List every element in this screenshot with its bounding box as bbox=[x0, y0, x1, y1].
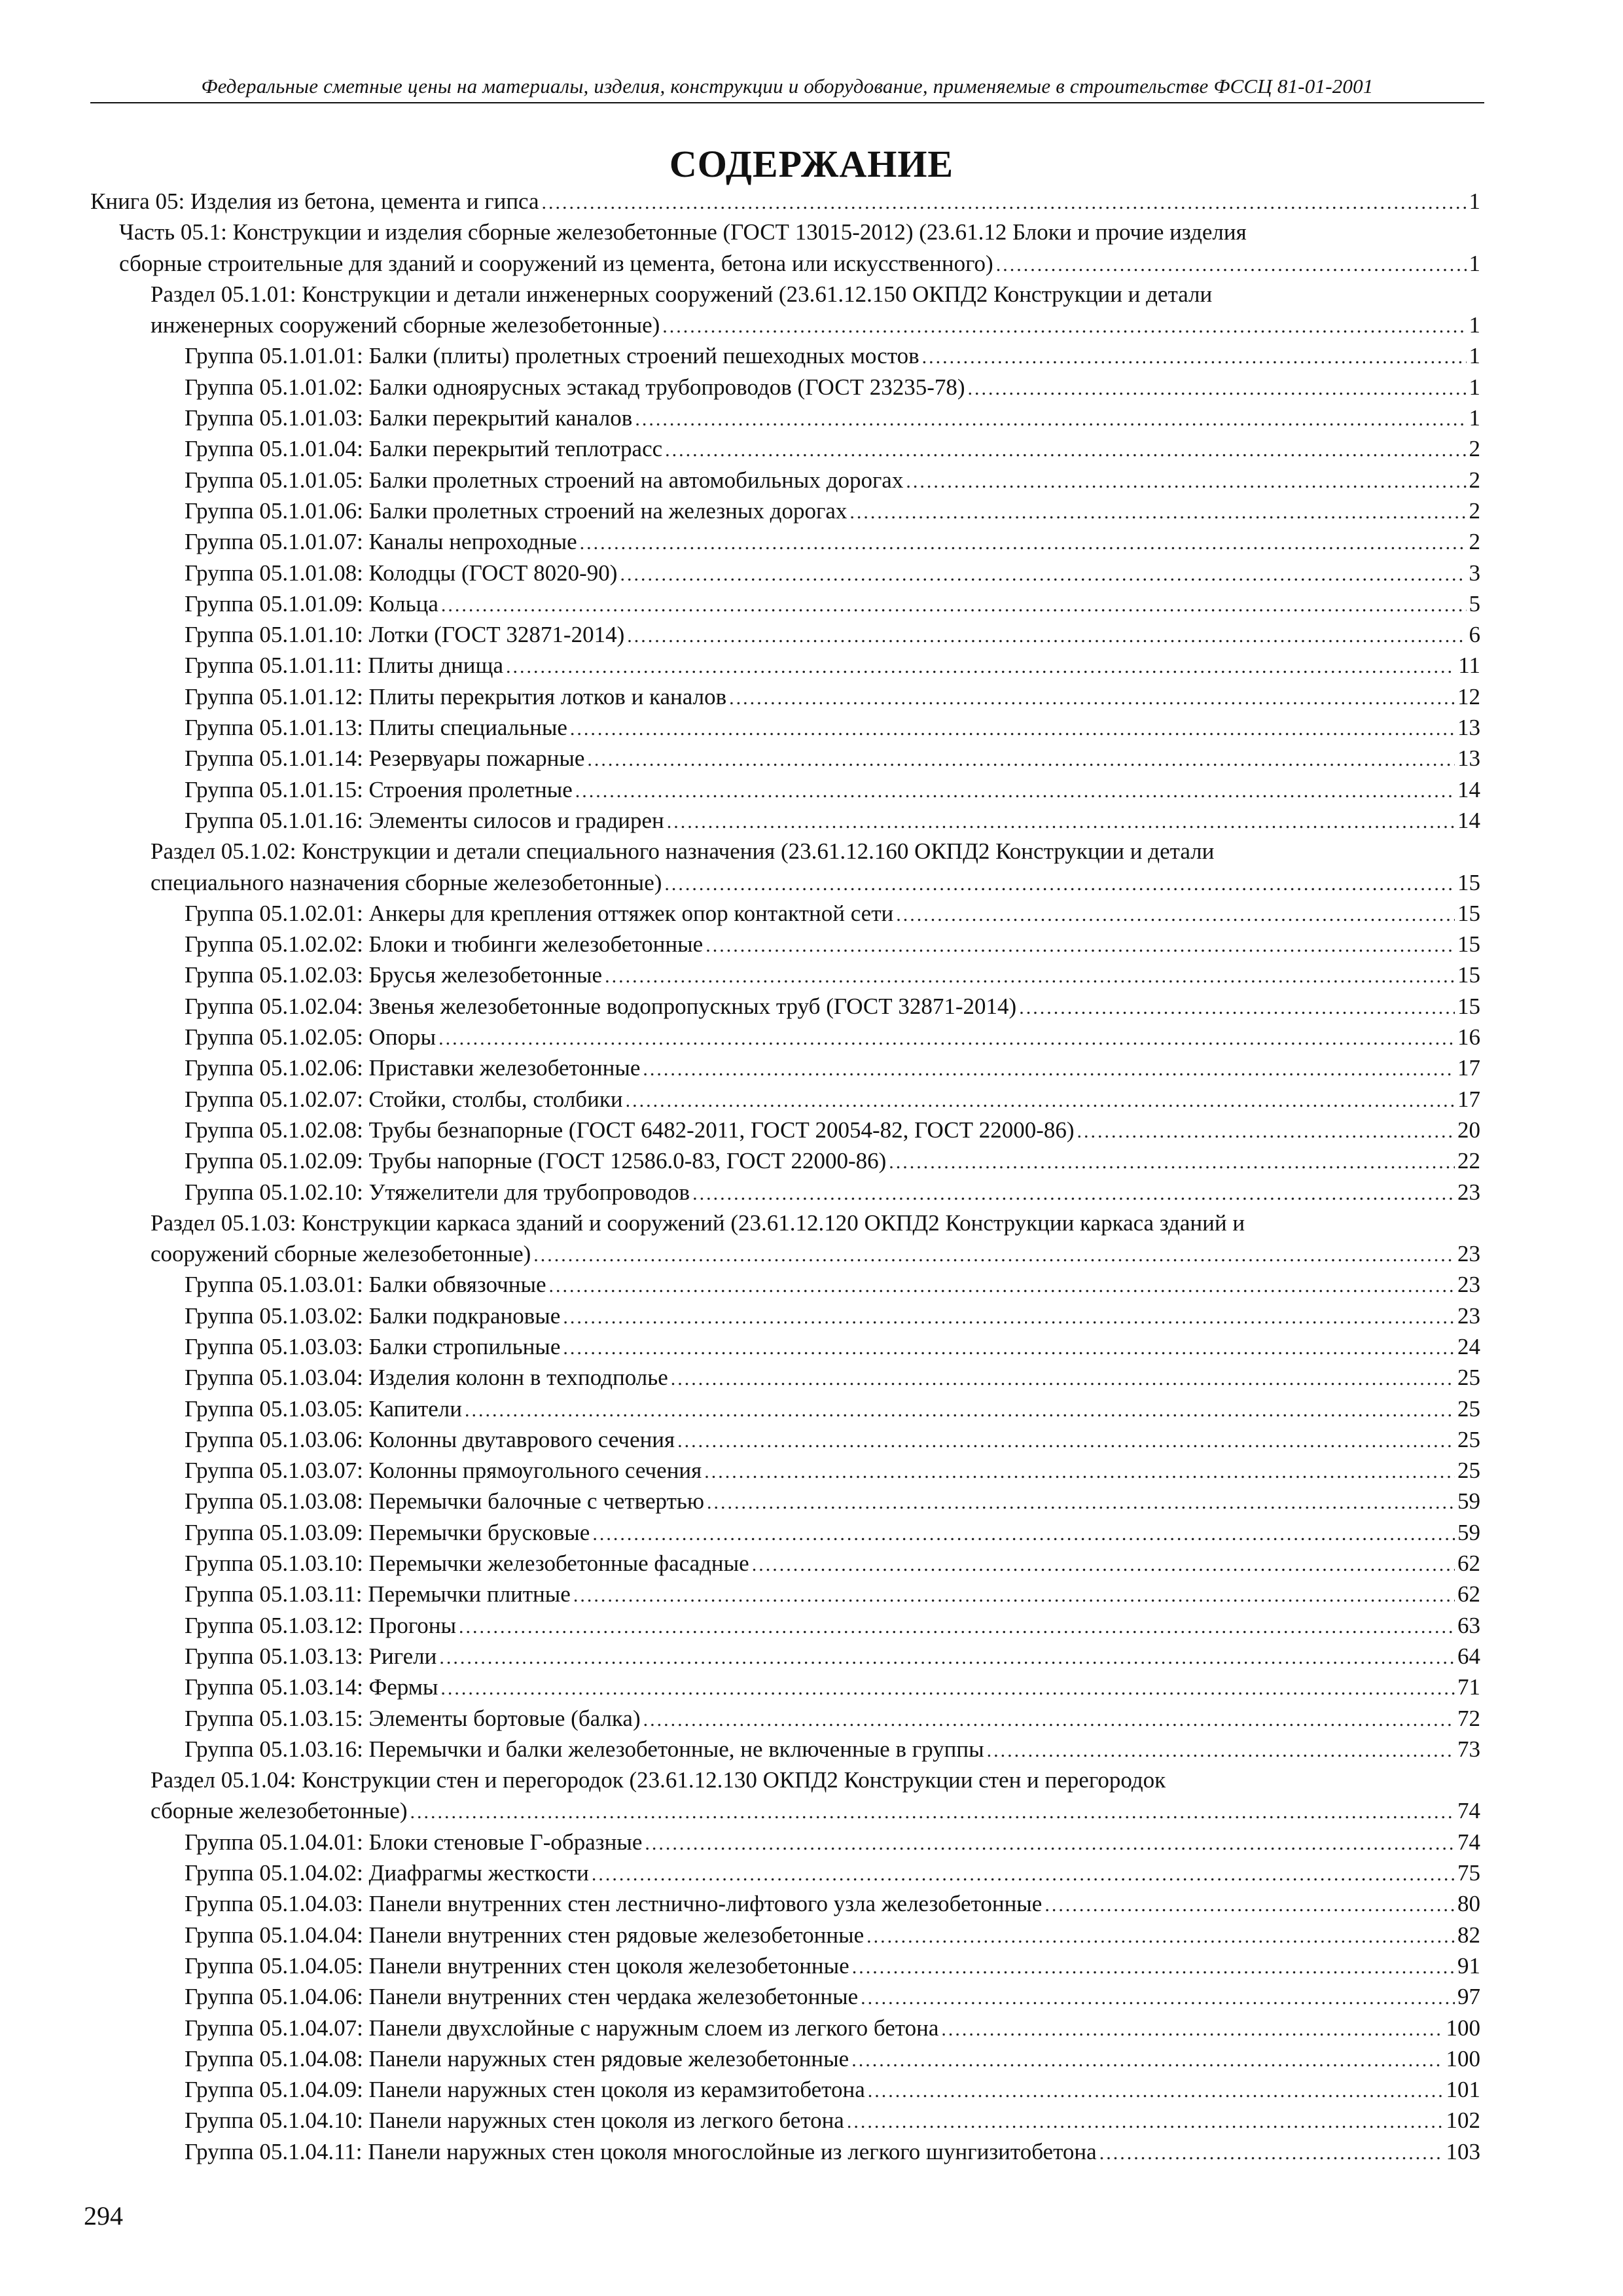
toc-entry bbox=[0, 1857, 1480, 1888]
toc-entry-title: Группа 05.1.01.04: Балки перекрытий теплотрасс bbox=[185, 436, 663, 462]
toc-entry-title: сборные строительные для зданий и сооружений из цемента, бетона или искусственного) bbox=[119, 250, 993, 276]
toc-entry-title: Группа 05.1.03.11: Перемычки плитные bbox=[185, 1581, 571, 1607]
toc-entry bbox=[0, 248, 1480, 279]
toc-entry-page: 6 bbox=[1469, 622, 1480, 648]
toc-entry-title: Группа 05.1.04.05: Панели внутренних стен цоколя железобетонные bbox=[185, 1952, 849, 1979]
toc-entry-title: Группа 05.1.01.09: Кольца bbox=[185, 590, 438, 617]
toc-entry-page: 1 bbox=[1469, 312, 1480, 338]
toc-entry-title: Группа 05.1.02.01: Анкеры для крепления оттяжек опор контактной сети bbox=[185, 900, 894, 926]
dot-leader bbox=[705, 930, 1455, 961]
toc-entry bbox=[0, 1393, 1480, 1424]
toc-entry-page: 102 bbox=[1446, 2108, 1480, 2134]
toc-entry-title: Группа 05.1.02.07: Стойки, столбы, столбики bbox=[185, 1086, 623, 1112]
toc-entry-page: 14 bbox=[1457, 776, 1480, 802]
toc-entry-title: Группа 05.1.03.03: Балки стропильные bbox=[185, 1333, 561, 1359]
toc-entry bbox=[0, 465, 1480, 495]
page-number: 294 bbox=[84, 2201, 123, 2231]
toc-entry-title: Группа 05.1.03.04: Изделия колонн в техподполье bbox=[185, 1365, 668, 1391]
dot-leader bbox=[587, 744, 1455, 775]
toc-entry bbox=[0, 2013, 1480, 2043]
toc-entry bbox=[0, 2043, 1480, 2074]
toc-entry bbox=[0, 1672, 1480, 1702]
dot-leader bbox=[438, 1023, 1455, 1054]
toc-entry bbox=[0, 186, 1480, 217]
toc-entry-title: Группа 05.1.03.15: Элементы бортовые (балка) bbox=[185, 1705, 641, 1731]
toc-entry-wrapped-line bbox=[0, 1208, 1623, 1238]
toc-entry-title: Группа 05.1.04.02: Диафрагмы жесткости bbox=[185, 1860, 589, 1886]
toc-entry-title: Группа 05.1.01.11: Плиты днища bbox=[185, 653, 504, 679]
toc-entry-title: Группа 05.1.01.12: Плиты перекрытия лотков и каналов bbox=[185, 683, 727, 709]
dot-leader bbox=[643, 1704, 1455, 1735]
toc-entry bbox=[0, 1703, 1480, 1734]
toc-entry bbox=[0, 960, 1480, 990]
toc-entry-page: 15 bbox=[1457, 962, 1480, 988]
dot-leader bbox=[1077, 1116, 1455, 1147]
toc-entry-title: Группа 05.1.04.03: Панели внутренних стен лестнично-лифтового узла железобетонные bbox=[185, 1891, 1043, 1917]
toc-entry bbox=[0, 1362, 1480, 1393]
toc-entry-page: 103 bbox=[1446, 2138, 1480, 2164]
dot-leader bbox=[729, 683, 1455, 713]
toc-entry-wrapped-line bbox=[0, 836, 1623, 867]
toc-entry-page: 15 bbox=[1457, 993, 1480, 1019]
toc-entry-page: 100 bbox=[1446, 2045, 1480, 2072]
toc-entry-page: 74 bbox=[1457, 1798, 1480, 1824]
toc-entry bbox=[0, 1548, 1480, 1579]
toc-entry-title: Группа 05.1.03.14: Фермы bbox=[185, 1674, 438, 1700]
toc-entry-page: 1 bbox=[1469, 250, 1480, 276]
dot-leader bbox=[533, 1240, 1455, 1270]
toc-entry-page: 72 bbox=[1457, 1705, 1480, 1731]
toc-entry bbox=[0, 1022, 1480, 1052]
toc-entry-page: 63 bbox=[1457, 1612, 1480, 1638]
toc-entry-title: Раздел 05.1.03: Конструкции каркаса зданий и сооружений (23.61.12.120 ОКПД2 Конструкции каркаса зданий и bbox=[151, 1208, 1247, 1238]
dot-leader bbox=[704, 1456, 1455, 1487]
toc-entry-page: 97 bbox=[1457, 1984, 1480, 2010]
toc-entry bbox=[0, 681, 1480, 712]
toc-entry-title: Группа 05.1.01.13: Плиты специальные bbox=[185, 715, 567, 741]
toc-entry bbox=[0, 558, 1480, 588]
toc-entry-title: Группа 05.1.04.11: Панели наружных стен цоколя многослойные из легкого шунгизитобетона bbox=[185, 2138, 1097, 2164]
toc-entry-title: Группа 05.1.03.07: Колонны прямоугольного сечения bbox=[185, 1458, 702, 1484]
toc-entry-title: инженерных сооружений сборные железобетонные) bbox=[151, 312, 660, 338]
toc-entry bbox=[0, 433, 1480, 464]
toc-entry-page: 3 bbox=[1469, 560, 1480, 586]
toc-entry-page: 1 bbox=[1469, 343, 1480, 369]
toc-entry bbox=[0, 1888, 1480, 1919]
toc-entry-page: 25 bbox=[1457, 1395, 1480, 1422]
toc-entry-title: Группа 05.1.04.01: Блоки стеновые Г-образные bbox=[185, 1829, 643, 1855]
toc-entry bbox=[0, 340, 1480, 371]
toc-entry-page: 71 bbox=[1457, 1674, 1480, 1700]
toc-entry bbox=[0, 774, 1480, 805]
dot-leader bbox=[465, 1395, 1455, 1426]
toc-entry-title: Группа 05.1.04.08: Панели наружных стен рядовые железобетонные bbox=[185, 2045, 849, 2072]
dot-leader bbox=[459, 1611, 1455, 1642]
dot-leader bbox=[996, 249, 1467, 280]
toc-entry-title: Группа 05.1.03.12: Прогоны bbox=[185, 1612, 457, 1638]
dot-leader bbox=[575, 776, 1455, 806]
toc-entry bbox=[0, 1115, 1480, 1145]
dot-leader bbox=[665, 435, 1466, 465]
dot-leader bbox=[410, 1797, 1455, 1827]
dot-leader bbox=[861, 1982, 1455, 2013]
dot-leader bbox=[635, 404, 1466, 435]
dot-leader bbox=[620, 559, 1466, 590]
toc-entry-wrapped-line bbox=[0, 1765, 1623, 1795]
toc-entry bbox=[0, 1641, 1480, 1672]
toc-entry bbox=[0, 1238, 1480, 1269]
toc-entry-page: 5 bbox=[1469, 590, 1480, 617]
toc-entry bbox=[0, 743, 1480, 774]
toc-entry bbox=[0, 619, 1480, 650]
dot-leader bbox=[1099, 2138, 1444, 2168]
toc-entry bbox=[0, 1920, 1480, 1950]
toc-entry-title: Группа 05.1.03.08: Перемычки балочные с четвертью bbox=[185, 1488, 704, 1515]
toc-entry-title: Группа 05.1.03.10: Перемычки железобетонные фасадные bbox=[185, 1551, 749, 1577]
toc-entry bbox=[0, 1579, 1480, 1609]
toc-entry-title: Группа 05.1.04.09: Панели наружных стен цоколя из керамзитобетона bbox=[185, 2077, 865, 2103]
toc-entry-page: 17 bbox=[1457, 1086, 1480, 1112]
toc-entry bbox=[0, 403, 1480, 433]
toc-entry-page: 1 bbox=[1469, 405, 1480, 431]
dot-leader bbox=[506, 651, 1455, 682]
toc-entry-page: 23 bbox=[1457, 1302, 1480, 1329]
dot-leader bbox=[549, 1270, 1455, 1301]
dot-leader bbox=[645, 1828, 1455, 1859]
toc-entry-title: Группа 05.1.04.10: Панели наружных стен цоколя из легкого бетона bbox=[185, 2108, 844, 2134]
dot-leader bbox=[677, 1426, 1455, 1456]
toc-entry-page: 101 bbox=[1446, 2077, 1480, 2103]
toc-entry-title: Группа 05.1.04.07: Панели двухслойные с наружным слоем из легкого бетона bbox=[185, 2015, 939, 2041]
toc-entry-page: 91 bbox=[1457, 1952, 1480, 1979]
toc-entry-title: Группа 05.1.01.01: Балки (плиты) пролетных строений пешеходных мостов bbox=[185, 343, 919, 369]
toc-entry bbox=[0, 495, 1480, 526]
dot-leader bbox=[605, 961, 1455, 992]
toc-entry bbox=[0, 712, 1480, 743]
toc-entry bbox=[0, 991, 1480, 1022]
running-header: Федеральные сметные цены на материалы, изделия, конструкции и оборудование, применяемые в строительстве ФССЦ 81-01-2001 bbox=[90, 73, 1484, 103]
toc-entry bbox=[0, 1734, 1480, 1765]
dot-leader bbox=[1044, 1890, 1455, 1920]
dot-leader bbox=[592, 1518, 1455, 1549]
dot-leader bbox=[896, 899, 1455, 930]
toc-entry bbox=[0, 2105, 1480, 2136]
dot-leader bbox=[627, 620, 1466, 651]
toc-entry-title: Группа 05.1.01.03: Балки перекрытий каналов bbox=[185, 405, 633, 431]
toc-entry bbox=[0, 1177, 1480, 1208]
toc-entry-title: Часть 05.1: Конструкции и изделия сборные железобетонные (ГОСТ 13015-2012) (23.61.12 Блоки и прочие изделия bbox=[119, 217, 1249, 247]
toc-entry-page: 24 bbox=[1457, 1333, 1480, 1359]
toc-entry-title: сооружений сборные железобетонные) bbox=[151, 1241, 531, 1267]
toc-entry bbox=[0, 1455, 1480, 1486]
toc-entry-page: 15 bbox=[1457, 900, 1480, 926]
toc-entry bbox=[0, 805, 1480, 836]
dot-leader bbox=[671, 1363, 1455, 1394]
toc-entry bbox=[0, 588, 1480, 619]
dot-leader bbox=[440, 1673, 1455, 1704]
toc-entry-title: Группа 05.1.01.06: Балки пролетных строений на железных дорогах bbox=[185, 497, 847, 524]
dot-leader bbox=[889, 1147, 1455, 1177]
toc-entry-page: 15 bbox=[1457, 931, 1480, 958]
toc-entry bbox=[0, 526, 1480, 557]
toc-entry-page: 62 bbox=[1457, 1581, 1480, 1607]
toc-entry-title: Группа 05.1.03.05: Капители bbox=[185, 1395, 462, 1422]
toc-entry-title: Группа 05.1.04.06: Панели внутренних стен чердака железобетонные bbox=[185, 1984, 859, 2010]
toc-entry-title: Раздел 05.1.01: Конструкции и детали инженерных сооружений (23.61.12.150 ОКПД2 Конструкции и детали bbox=[151, 279, 1215, 310]
toc-entry-title: Группа 05.1.02.04: Звенья железобетонные водопропускных труб (ГОСТ 32871-2014) bbox=[185, 993, 1017, 1019]
toc-entry-title: Группа 05.1.02.05: Опоры bbox=[185, 1024, 437, 1050]
dot-leader bbox=[592, 1859, 1455, 1890]
toc-entry bbox=[0, 2074, 1480, 2105]
toc-entry-title: Группа 05.1.03.01: Балки обвязочные bbox=[185, 1272, 546, 1298]
toc-entry bbox=[0, 1052, 1480, 1083]
toc-entry-title: Группа 05.1.04.04: Панели внутренних стен рядовые железобетонные bbox=[185, 1922, 865, 1948]
toc-entry-page: 14 bbox=[1457, 807, 1480, 833]
dot-leader bbox=[563, 1333, 1455, 1363]
dot-leader bbox=[941, 2014, 1443, 2045]
toc-entry-title: Группа 05.1.01.05: Балки пролетных строений на автомобильных дорогах bbox=[185, 467, 904, 493]
toc-entry bbox=[0, 1486, 1480, 1516]
toc-entry bbox=[0, 929, 1480, 960]
toc-entry bbox=[0, 1084, 1480, 1115]
dot-leader bbox=[987, 1735, 1455, 1766]
toc-entry-title: Группа 05.1.03.09: Перемычки брусковые bbox=[185, 1519, 590, 1545]
toc-entry-title: Группа 05.1.02.08: Трубы безнапорные (ГОСТ 6482-2011, ГОСТ 20054-82, ГОСТ 22000-86) bbox=[185, 1117, 1075, 1143]
toc-entry bbox=[0, 310, 1480, 340]
toc-entry-page: 25 bbox=[1457, 1426, 1480, 1452]
toc-entry-title: Группа 05.1.02.03: Брусья железобетонные bbox=[185, 962, 603, 988]
toc-entry-page: 73 bbox=[1457, 1736, 1480, 1762]
dot-leader bbox=[573, 1580, 1455, 1611]
dot-leader bbox=[1019, 992, 1455, 1023]
toc-entry-title: специального назначения сборные железобетонные) bbox=[151, 869, 662, 895]
toc-entry-page: 23 bbox=[1457, 1179, 1480, 1205]
dot-leader bbox=[851, 2045, 1443, 2075]
toc-entry bbox=[0, 1300, 1480, 1331]
toc-entry bbox=[0, 898, 1480, 929]
toc-entry bbox=[0, 1269, 1480, 1300]
toc-entry-page: 1 bbox=[1469, 188, 1480, 214]
toc-entry-page: 25 bbox=[1457, 1458, 1480, 1484]
toc-entry-page: 59 bbox=[1457, 1519, 1480, 1545]
dot-leader bbox=[441, 590, 1467, 620]
toc-entry-wrapped-line bbox=[0, 279, 1623, 310]
toc-entry-page: 25 bbox=[1457, 1365, 1480, 1391]
toc-entry-title: Группа 05.1.03.06: Колонны двутаврового сечения bbox=[185, 1426, 675, 1452]
dot-leader bbox=[643, 1054, 1455, 1085]
toc-entry-title: Группа 05.1.03.13: Ригели bbox=[185, 1643, 437, 1669]
dot-leader bbox=[849, 497, 1466, 528]
toc-entry-page: 59 bbox=[1457, 1488, 1480, 1515]
toc-entry bbox=[0, 650, 1480, 681]
toc-entry bbox=[0, 372, 1480, 403]
toc-entry-page: 64 bbox=[1457, 1643, 1480, 1669]
toc-entry bbox=[0, 1950, 1480, 1981]
dot-leader bbox=[662, 311, 1466, 342]
toc-entry-page: 2 bbox=[1469, 436, 1480, 462]
toc-entry bbox=[0, 1827, 1480, 1857]
dot-leader bbox=[667, 806, 1455, 837]
toc-entry-page: 100 bbox=[1446, 2015, 1480, 2041]
dot-leader bbox=[752, 1549, 1455, 1580]
dot-leader bbox=[922, 342, 1467, 372]
toc-entry-title: Группа 05.1.01.08: Колодцы (ГОСТ 8020-90) bbox=[185, 560, 618, 586]
dot-leader bbox=[847, 2106, 1444, 2137]
dot-leader bbox=[866, 1921, 1455, 1952]
toc-entry-title: Группа 05.1.01.10: Лотки (ГОСТ 32871-2014) bbox=[185, 622, 625, 648]
toc-entry bbox=[0, 1795, 1480, 1826]
toc-entry-page: 2 bbox=[1469, 529, 1480, 555]
toc-entry-page: 22 bbox=[1457, 1148, 1480, 1174]
toc-entry-title: Группа 05.1.01.02: Балки одноярусных эстакад трубопроводов (ГОСТ 23235-78) bbox=[185, 374, 965, 400]
toc-entry-title: Группа 05.1.01.14: Резервуары пожарные bbox=[185, 745, 585, 772]
toc-entry bbox=[0, 1610, 1480, 1641]
dot-leader bbox=[906, 466, 1466, 497]
toc-entry-page: 82 bbox=[1457, 1922, 1480, 1948]
toc-entry-title: Раздел 05.1.04: Конструкции стен и перегородок (23.61.12.130 ОКПД2 Конструкции стен и перегородок bbox=[151, 1765, 1168, 1795]
toc-entry-page: 23 bbox=[1457, 1272, 1480, 1298]
toc-entry bbox=[0, 867, 1480, 898]
toc-entry-title: Группа 05.1.02.06: Приставки железобетонные bbox=[185, 1055, 641, 1081]
toc-entry-page: 23 bbox=[1457, 1241, 1480, 1267]
page-title: СОДЕРЖАНИЕ bbox=[669, 143, 954, 185]
toc-entry-page: 80 bbox=[1457, 1891, 1480, 1917]
dot-leader bbox=[664, 869, 1455, 899]
dot-leader bbox=[707, 1487, 1455, 1518]
table-of-contents bbox=[0, 186, 1623, 2167]
dot-leader bbox=[580, 528, 1467, 558]
toc-entry-title: Группа 05.1.03.16: Перемычки и балки железобетонные, не включенные в группы bbox=[185, 1736, 984, 1762]
toc-entry-title: Группа 05.1.01.07: Каналы непроходные bbox=[185, 529, 577, 555]
toc-entry-page: 13 bbox=[1457, 745, 1480, 772]
toc-entry-page: 16 bbox=[1457, 1024, 1480, 1050]
toc-entry-page: 2 bbox=[1469, 497, 1480, 524]
dot-leader bbox=[968, 373, 1467, 404]
dot-leader bbox=[852, 1952, 1455, 1982]
toc-entry-title: Книга 05: Изделия из бетона, цемента и гипса bbox=[90, 188, 539, 214]
toc-entry-page: 2 bbox=[1469, 467, 1480, 493]
toc-entry-page: 12 bbox=[1457, 683, 1480, 709]
toc-entry-page: 15 bbox=[1457, 869, 1480, 895]
dot-leader bbox=[868, 2075, 1444, 2106]
toc-entry-page: 17 bbox=[1457, 1055, 1480, 1081]
toc-entry-title: сборные железобетонные) bbox=[151, 1798, 408, 1824]
toc-entry-wrapped-line bbox=[0, 217, 1623, 247]
dot-leader bbox=[570, 713, 1455, 744]
toc-entry-page: 11 bbox=[1458, 653, 1480, 679]
toc-entry-title: Группа 05.1.03.02: Балки подкрановые bbox=[185, 1302, 561, 1329]
dot-leader bbox=[692, 1178, 1455, 1209]
toc-entry-title: Группа 05.1.01.16: Элементы силосов и градирен bbox=[185, 807, 664, 833]
toc-entry bbox=[0, 1981, 1480, 2012]
toc-entry-title: Раздел 05.1.02: Конструкции и детали специального назначения (23.61.12.160 ОКПД2 Конструкции и детали bbox=[151, 836, 1217, 867]
toc-entry-page: 74 bbox=[1457, 1829, 1480, 1855]
toc-entry bbox=[0, 2136, 1480, 2167]
dot-leader bbox=[542, 187, 1467, 218]
dot-leader bbox=[626, 1085, 1455, 1116]
toc-entry-page: 62 bbox=[1457, 1551, 1480, 1577]
toc-entry bbox=[0, 1145, 1480, 1176]
toc-entry-page: 20 bbox=[1457, 1117, 1480, 1143]
toc-entry-title: Группа 05.1.02.09: Трубы напорные (ГОСТ 12586.0-83, ГОСТ 22000-86) bbox=[185, 1148, 887, 1174]
toc-entry bbox=[0, 1424, 1480, 1455]
toc-entry-title: Группа 05.1.02.10: Утяжелители для трубопроводов bbox=[185, 1179, 690, 1205]
toc-entry bbox=[0, 1331, 1480, 1362]
toc-entry-title: Группа 05.1.01.15: Строения пролетные bbox=[185, 776, 573, 802]
dot-leader bbox=[439, 1642, 1455, 1673]
toc-entry-title: Группа 05.1.02.02: Блоки и тюбинги железобетонные bbox=[185, 931, 704, 958]
toc-entry-page: 75 bbox=[1457, 1860, 1480, 1886]
dot-leader bbox=[563, 1302, 1455, 1333]
toc-entry-page: 1 bbox=[1469, 374, 1480, 400]
toc-entry-page: 13 bbox=[1457, 715, 1480, 741]
toc-entry bbox=[0, 1517, 1480, 1548]
